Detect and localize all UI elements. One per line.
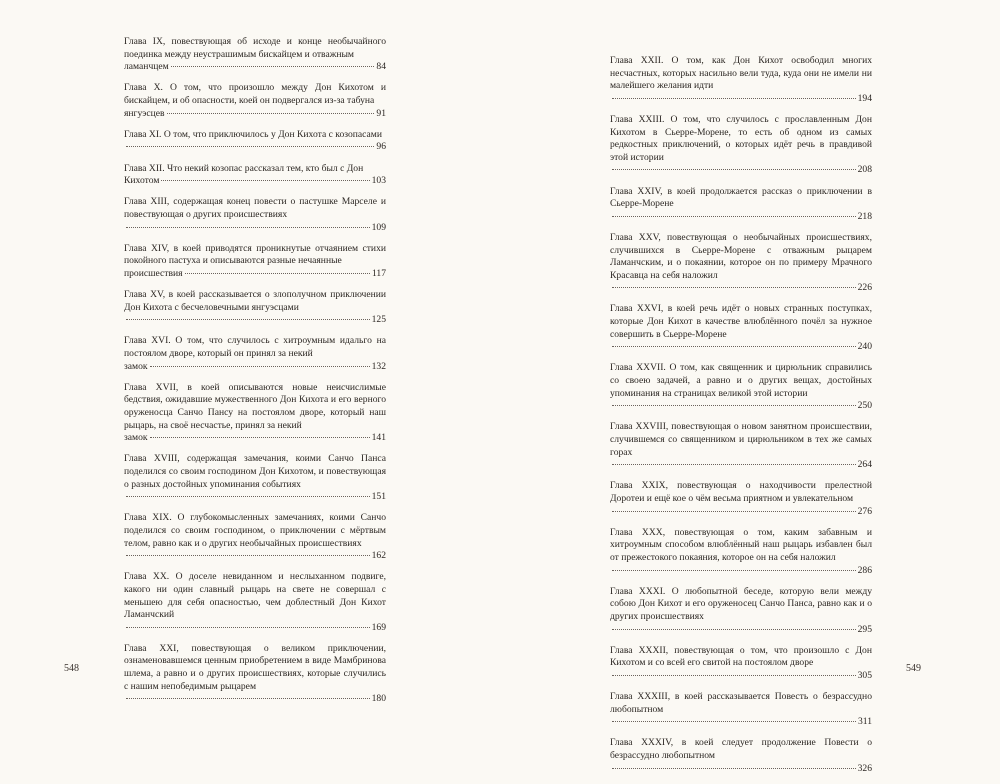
entry-leader-line bbox=[124, 222, 386, 235]
entry-page-number: 125 bbox=[371, 314, 386, 326]
toc-entry bbox=[610, 362, 872, 412]
dot-leader bbox=[612, 629, 856, 630]
entry-page-number: 103 bbox=[371, 175, 386, 187]
entry-title-end: Кихотом bbox=[124, 175, 160, 187]
toc-entry bbox=[124, 129, 386, 154]
entry-title-end: янгуэсцев bbox=[124, 107, 165, 119]
dot-leader bbox=[612, 511, 856, 512]
entry-page-number: 218 bbox=[857, 210, 872, 222]
entry-leader-line bbox=[610, 565, 872, 578]
toc-entry bbox=[610, 421, 872, 471]
entry-leader-line bbox=[610, 624, 872, 637]
dot-leader bbox=[612, 464, 856, 465]
entry-title: Глава XXVI, в коей речь идёт о новых странных поступках, которые Дон Кихот в качестве влюблённого почёл за нужное совершить в Сьерре-Морене bbox=[610, 303, 872, 340]
entry-leader-line bbox=[124, 361, 386, 374]
toc-entry bbox=[610, 645, 872, 683]
entry-page-number: 169 bbox=[371, 621, 386, 633]
entry-leader-line bbox=[124, 268, 386, 281]
dot-leader bbox=[612, 216, 856, 217]
dot-leader bbox=[612, 346, 856, 347]
toc-entry bbox=[124, 382, 386, 445]
left-page-number: 548 bbox=[64, 663, 79, 674]
toc-entry bbox=[124, 453, 386, 503]
entry-leader-line bbox=[124, 61, 386, 74]
entry-leader-line bbox=[610, 459, 872, 472]
entry-leader-line bbox=[610, 716, 872, 729]
entry-title: Глава XVIII, содержащая замечания, коими Санчо Панса поделился со своим господином Дон Кихотом, и повествующая о разных достойных упоминания событиях bbox=[124, 453, 386, 490]
dot-leader bbox=[167, 113, 375, 114]
dot-leader bbox=[161, 180, 369, 181]
toc-entry bbox=[124, 36, 386, 74]
toc-entry bbox=[124, 243, 386, 281]
toc-entry bbox=[124, 163, 386, 188]
entry-title: Глава XIX. О глубокомысленных замечаниях, коими Санчо поделился со своим господином, о приключении с мёртвым телом, равно как и о других необычайных происшествиях bbox=[124, 512, 386, 549]
entry-title: Глава XXVII. О том, как священник и цирюльник справились со своею задачей, а равно и о других вещах, достойных упоминания на страницах великой этой истории bbox=[610, 362, 872, 399]
entry-leader-line bbox=[610, 763, 872, 776]
entry-page-number: 162 bbox=[371, 550, 386, 562]
entry-title: Глава XII. Что некий козопас рассказал тем, кто был с Дон bbox=[124, 162, 364, 174]
entry-leader-line bbox=[124, 622, 386, 635]
entry-page-number: 117 bbox=[371, 267, 386, 279]
entry-page-number: 264 bbox=[857, 459, 872, 471]
toc-entry bbox=[610, 114, 872, 177]
dot-leader bbox=[126, 146, 374, 147]
entry-page-number: 240 bbox=[857, 341, 872, 353]
dot-leader bbox=[126, 627, 370, 628]
entry-title: Глава XVI. О том, что случилось с хитроумным идальго на постоялом дворе, который он принял за некий bbox=[124, 335, 386, 360]
entry-title: Глава X. О том, что произошло между Дон Кихотом и бискайцем, и об опасности, коей он подвергался из-за табуна bbox=[124, 82, 386, 106]
entry-page-number: 109 bbox=[371, 221, 386, 233]
entry-leader-line bbox=[610, 282, 872, 295]
entry-leader-line bbox=[124, 550, 386, 563]
dot-leader bbox=[126, 698, 370, 699]
dot-leader bbox=[185, 273, 370, 274]
dot-leader bbox=[150, 437, 370, 438]
toc-entry bbox=[610, 527, 872, 577]
entry-title: Глава XVII, в коей описываются новые неисчислимые бедствия, ожидавшие мужественного Дон Кихота и его верного оруженосца Санчо Пансу на постоялом дворе, который наш рыцарь, на своё несчастье, принял за некий bbox=[124, 381, 386, 431]
entry-title: Глава XXVIII, повествующая о новом занятном происшествии, случившемся со священником и цирюльником в тех же самых горах bbox=[610, 421, 872, 458]
entry-page-number: 276 bbox=[857, 505, 872, 517]
dot-leader bbox=[126, 555, 370, 556]
toc-entry bbox=[610, 480, 872, 518]
entry-title: Глава XXII. О том, как Дон Кихот освободил многих несчастных, которых насильно вели туда, куда они не имели ни малейшего желания идти bbox=[610, 55, 872, 92]
entry-title: Глава XXXI. О любопытной беседе, которую вели между собою Дон Кихот и его оруженосец Санчо Панса, равно как и о других происшествиях bbox=[610, 585, 872, 622]
toc-entry bbox=[610, 586, 872, 636]
entry-page-number: 84 bbox=[376, 61, 386, 73]
toc-entry bbox=[124, 82, 386, 120]
entry-leader-line bbox=[124, 432, 386, 445]
entry-leader-line bbox=[124, 175, 386, 188]
toc-entry bbox=[610, 55, 872, 105]
entry-title: Глава XXIX, повествующая о находчивости прелестной Доротеи и ещё кое о чём весьма приятном и увлекательном bbox=[610, 480, 872, 504]
dot-leader bbox=[612, 169, 856, 170]
toc-entry bbox=[124, 335, 386, 373]
toc-entry bbox=[610, 232, 872, 295]
entry-page-number: 91 bbox=[376, 107, 386, 119]
entry-page-number: 151 bbox=[371, 491, 386, 503]
toc-entry bbox=[124, 196, 386, 234]
entry-title: Глава XXXIV, в коей следует продолжение Повести о безрассудно любопытном bbox=[610, 737, 872, 762]
entry-page-number: 311 bbox=[857, 716, 872, 728]
entry-page-number: 305 bbox=[857, 669, 872, 681]
toc-entry bbox=[610, 737, 872, 775]
toc-entry bbox=[610, 691, 872, 729]
entry-leader-line bbox=[124, 141, 386, 154]
dot-leader bbox=[612, 768, 856, 769]
entry-leader-line bbox=[610, 400, 872, 413]
entry-page-number: 96 bbox=[376, 141, 386, 153]
entry-page-number: 250 bbox=[857, 400, 872, 412]
dot-leader bbox=[612, 405, 856, 406]
entry-leader-line bbox=[610, 93, 872, 106]
entry-leader-line bbox=[124, 693, 386, 706]
entry-title: Глава XXIV, в коей продолжается рассказ о приключении в Сьерре-Морене bbox=[610, 185, 872, 210]
right-page-number: 549 bbox=[906, 663, 921, 674]
entry-page-number: 180 bbox=[371, 693, 386, 705]
right-page-contents bbox=[610, 55, 872, 784]
entry-page-number: 141 bbox=[371, 432, 386, 444]
entry-page-number: 295 bbox=[857, 623, 872, 635]
dot-leader bbox=[126, 227, 370, 228]
entry-page-number: 194 bbox=[857, 92, 872, 104]
dot-leader bbox=[171, 66, 375, 67]
dot-leader bbox=[612, 98, 856, 99]
entry-title: Глава XXXII, повествующая о том, что произошло с Дон Кихотом и со всей его свитой на постоялом дворе bbox=[610, 644, 872, 669]
dot-leader bbox=[150, 366, 370, 367]
entry-leader-line bbox=[610, 670, 872, 683]
left-page-contents bbox=[124, 36, 386, 714]
entry-leader-line bbox=[124, 491, 386, 504]
entry-title-end: замок bbox=[124, 432, 148, 444]
entry-leader-line bbox=[610, 341, 872, 354]
toc-entry bbox=[610, 186, 872, 224]
dot-leader bbox=[612, 570, 856, 571]
dot-leader bbox=[126, 496, 370, 497]
toc-entry bbox=[124, 643, 386, 706]
entry-title: Глава XXI, повествующая о великом приключении, ознаменовавшемся ценным приобретением в виде Мамбринова шлема, а равно и о других происшествиях, которые случились с нашим непобедимым рыцарем bbox=[124, 642, 386, 692]
dot-leader bbox=[612, 287, 856, 288]
entry-page-number: 208 bbox=[857, 164, 872, 176]
dot-leader bbox=[126, 319, 370, 320]
entry-title: Глава IX, повествующая об исходе и конце необычайного поединка между неустрашимым бискайцем и отважным bbox=[124, 36, 386, 60]
entry-title: Глава XXV, повествующая о необычайных происшествиях, случившихся в Сьерре-Морене с отважным рыцарем Ламанчским, и о покаянии, которое он по примеру Мрачного Красавца на себя наложил bbox=[610, 231, 872, 281]
entry-title: Глава XX. О доселе невиданном и неслыханном подвиге, какого ни один славный рыцарь на свете не совершал с меньшею для себя опасностью, чем доблестный Дон Кихот Ламанчский bbox=[124, 571, 386, 621]
entry-leader-line bbox=[610, 164, 872, 177]
toc-entry bbox=[124, 289, 386, 327]
entry-page-number: 132 bbox=[371, 360, 386, 372]
toc-entry bbox=[610, 303, 872, 353]
entry-leader-line bbox=[124, 314, 386, 327]
entry-title: Глава XXXIII, в коей рассказывается Повесть о безрассудно любопытном bbox=[610, 691, 872, 715]
entry-title: Глава XI. О том, что приключилось у Дон Кихота с козопасами bbox=[124, 128, 382, 140]
dot-leader bbox=[612, 675, 856, 676]
entry-title: Глава XXX, повествующая о том, каким забавным и хитроумным способом влюблённый наш рыцарь избавлен был от прежестокого покаяния, которое он на себя наложил bbox=[610, 526, 872, 563]
entry-title-end: замок bbox=[124, 360, 148, 372]
toc-entry bbox=[124, 512, 386, 562]
entry-title: Глава XIV, в коей приводятся проникнутые отчаянием стихи покойного пастуха и описываются разные нечаянные bbox=[124, 242, 386, 267]
entry-leader-line bbox=[124, 108, 386, 121]
toc-entry bbox=[124, 571, 386, 634]
entry-title: Глава XV, в коей рассказывается о злополучном приключении Дон Кихота с бесчеловечными янгуэсцами bbox=[124, 289, 386, 313]
dot-leader bbox=[612, 721, 856, 722]
entry-leader-line bbox=[610, 506, 872, 519]
entry-title: Глава XXIII. О том, что случилось с прославленным Дон Кихотом в Сьерре-Морене, то есть об одном из самых редкостных приключений, о которых идёт речь в правдивой этой истории bbox=[610, 113, 872, 163]
entry-page-number: 286 bbox=[857, 564, 872, 576]
entry-page-number: 226 bbox=[857, 282, 872, 294]
entry-page-number: 326 bbox=[857, 762, 872, 774]
entry-title-end: ламанчцем bbox=[124, 61, 169, 73]
entry-title-end: происшествия bbox=[124, 267, 183, 279]
entry-title: Глава XIII, содержащая конец повести о пастушке Марселе и повествующая о других происшествиях bbox=[124, 196, 386, 220]
entry-leader-line bbox=[610, 211, 872, 224]
